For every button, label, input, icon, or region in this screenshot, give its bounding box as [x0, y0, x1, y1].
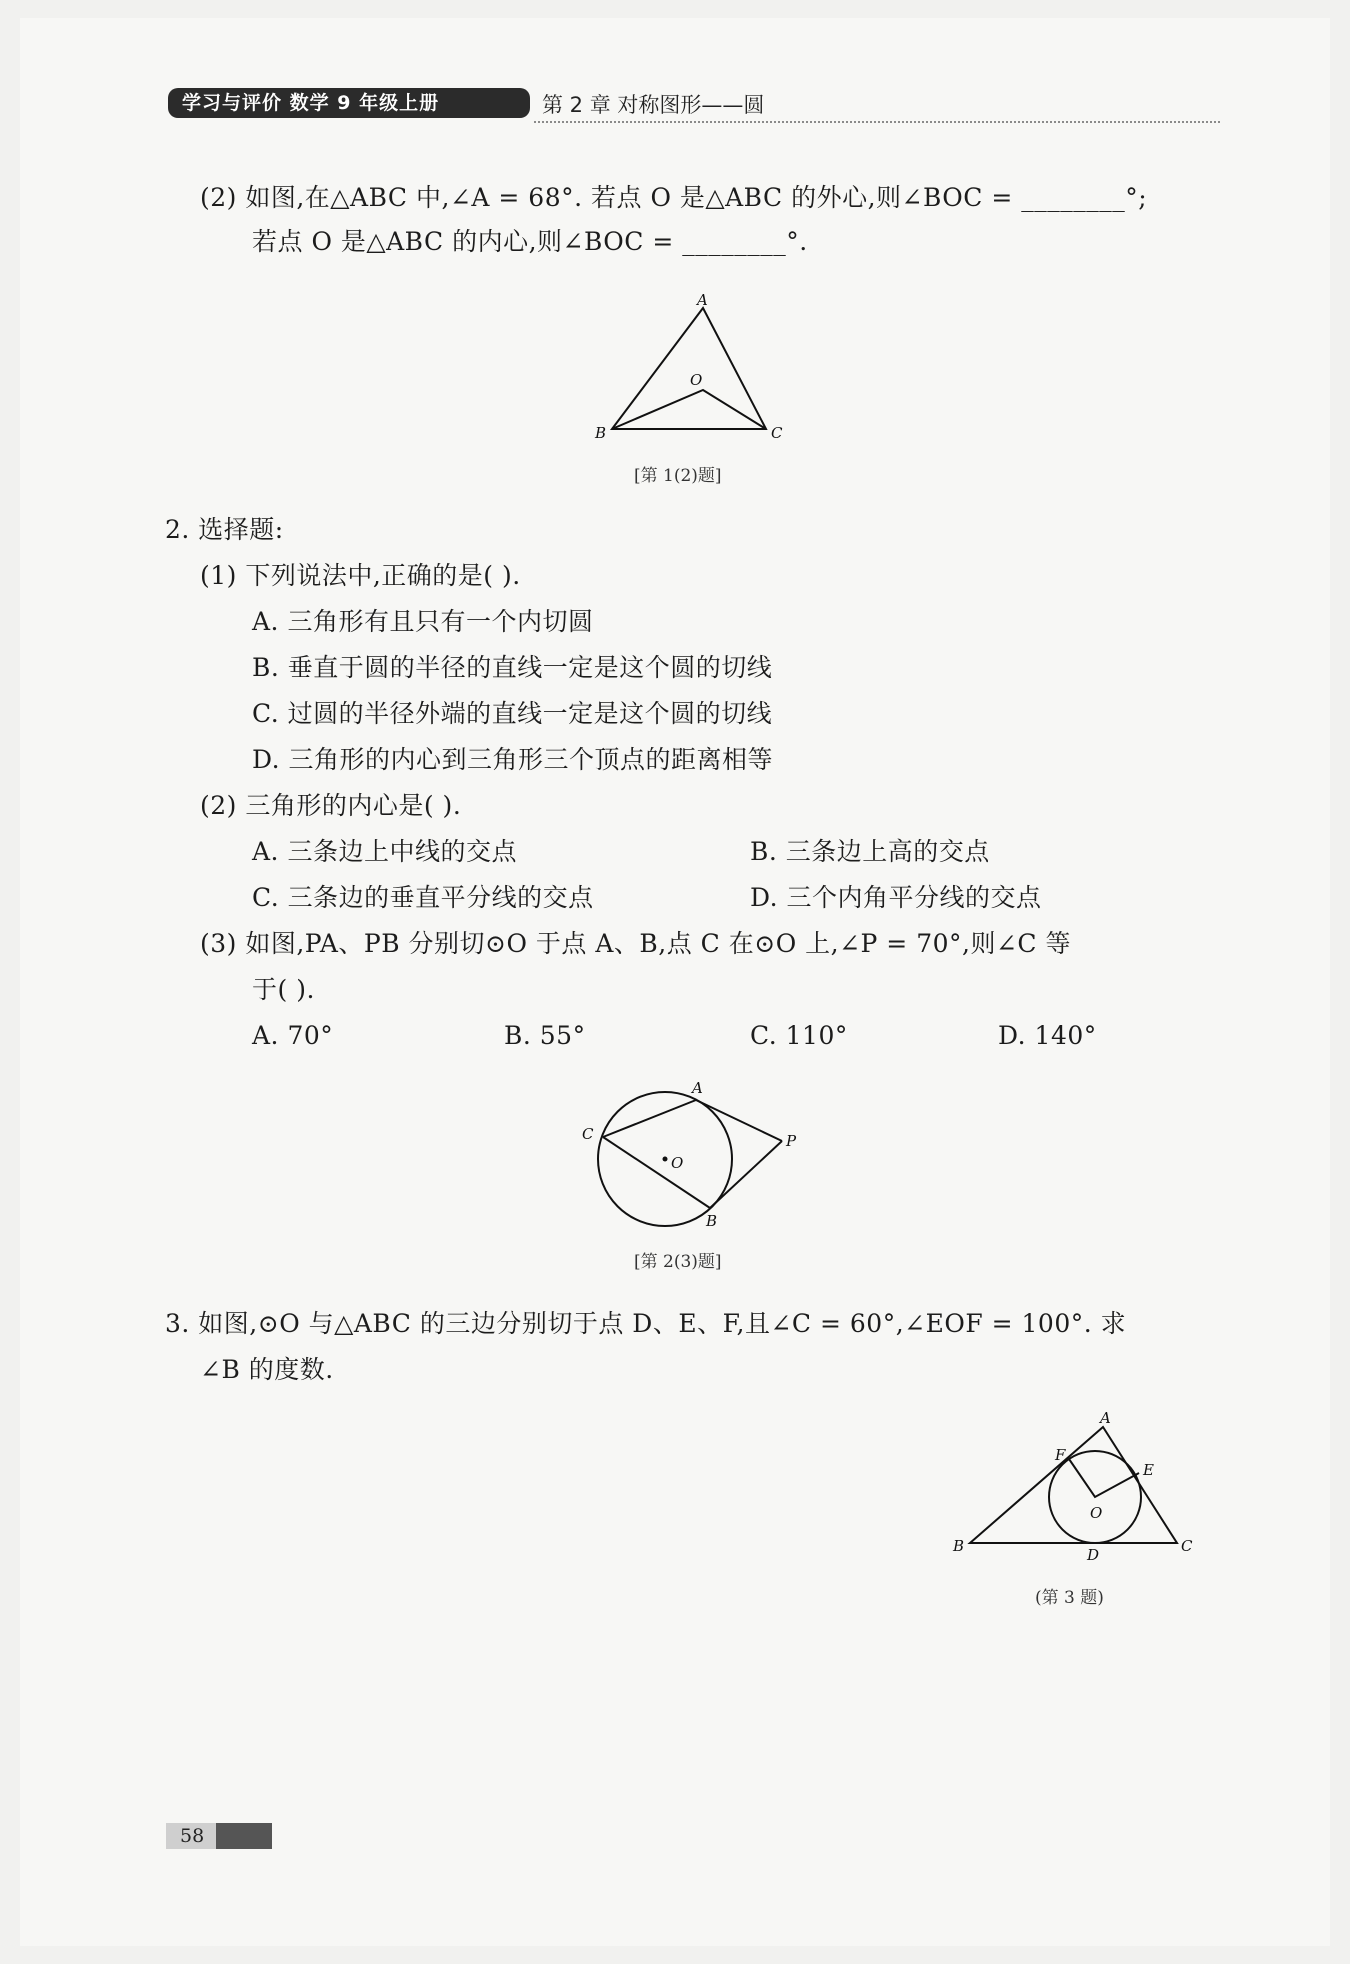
label-d: D: [1087, 1546, 1100, 1564]
label-a: A: [1100, 1409, 1111, 1427]
segments-ob-oc: [612, 390, 766, 429]
q2-title: 2. 选择题:: [165, 515, 284, 544]
q3-line1: 3. 如图,⊙O 与△ABC 的三边分别切于点 D、E、F,且∠C = 60°,∠EOF = 100°. 求: [165, 1309, 1127, 1338]
label-c: C: [771, 424, 783, 440]
q2-2-stem: (2) 三角形的内心是( ).: [200, 791, 462, 820]
tangent-pb: [710, 1141, 782, 1208]
q2-3-option-b: B. 55°: [504, 1021, 586, 1050]
header-divider: [534, 121, 1220, 123]
label-c: C: [582, 1125, 594, 1143]
caption-q2-3: [第 2(3)题]: [634, 1252, 722, 1272]
q2-3-option-a: A. 70°: [252, 1021, 334, 1050]
q2-1-option-d: D. 三角形的内心到三角形三个顶点的距离相等: [252, 745, 774, 774]
label-a: A: [697, 291, 708, 309]
q2-1-option-a: A. 三角形有且只有一个内切圆: [252, 607, 594, 636]
label-b: B: [706, 1212, 718, 1230]
q2-3-option-d: D. 140°: [998, 1021, 1097, 1050]
label-b: B: [953, 1537, 965, 1555]
chord-ca: [603, 1100, 696, 1137]
q2-3-line2: 于( ).: [252, 975, 315, 1004]
triangle-abc: [970, 1427, 1177, 1543]
triangle-abc: [612, 308, 766, 429]
q2-2-option-d: D. 三个内角平分线的交点: [750, 883, 1042, 912]
caption-q3: (第 3 题): [1035, 1588, 1104, 1608]
q3-line2: ∠B 的度数.: [200, 1355, 334, 1384]
q2-1-option-c: C. 过圆的半径外端的直线一定是这个圆的切线: [252, 699, 773, 728]
figure-q3-incircle: [945, 1405, 1205, 1565]
q2-3-option-c: C. 110°: [750, 1021, 848, 1050]
q1-2-line1: (2) 如图,在△ABC 中,∠A = 68°. 若点 O 是△ABC 的外心,则∠BOC = ________°;: [200, 183, 1148, 212]
chord-cb: [603, 1137, 710, 1208]
figure-q1-2-triangle: [590, 290, 790, 440]
label-o: O: [690, 371, 703, 389]
q2-2-option-b: B. 三条边上高的交点: [750, 837, 990, 866]
label-a: A: [692, 1079, 703, 1097]
q2-1-option-b: B. 垂直于圆的半径的直线一定是这个圆的切线: [252, 653, 773, 682]
label-o: O: [1090, 1504, 1103, 1522]
label-f: F: [1055, 1446, 1066, 1464]
chapter-title: 第 2 章 对称图形——圆: [542, 93, 765, 117]
q2-2-option-c: C. 三条边的垂直平分线的交点: [252, 883, 594, 912]
center-dot: [663, 1157, 668, 1162]
label-c: C: [1181, 1537, 1193, 1555]
label-o: O: [671, 1154, 684, 1172]
q2-3-line1: (3) 如图,PA、PB 分别切⊙O 于点 A、B,点 C 在⊙O 上,∠P = 70°,则∠C 等: [200, 929, 1071, 958]
book-title-badge: 学习与评价 数学 9 年级上册: [168, 88, 530, 118]
caption-q1-2: [第 1(2)题]: [634, 466, 722, 486]
label-e: E: [1143, 1461, 1154, 1479]
label-b: B: [595, 424, 607, 440]
figure-q2-3-circle-tangents: [575, 1075, 805, 1235]
page-number: 58: [166, 1823, 272, 1849]
tangent-pa: [696, 1100, 782, 1141]
q2-1-stem: (1) 下列说法中,正确的是( ).: [200, 561, 521, 590]
q2-2-option-a: A. 三条边上中线的交点: [252, 837, 517, 866]
label-p: P: [786, 1132, 797, 1150]
q1-2-line2: 若点 O 是△ABC 的内心,则∠BOC = ________°.: [252, 227, 808, 256]
